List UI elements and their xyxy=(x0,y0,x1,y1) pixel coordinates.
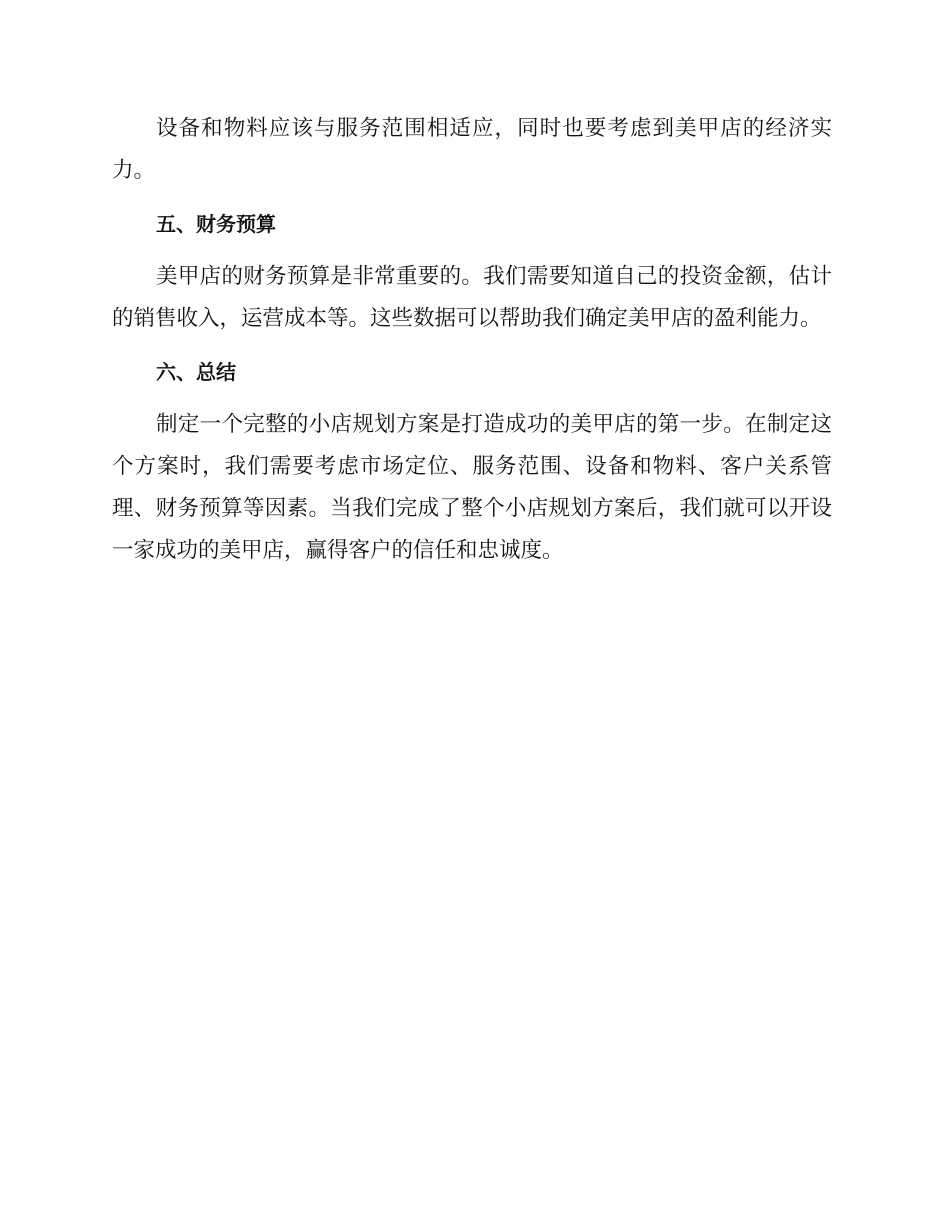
paragraph-budget: 美甲店的财务预算是非常重要的。我们需要知道自己的投资金额，估计的销售收入，运营成本等。这些数据可以帮助我们确定美甲店的盈利能力。 xyxy=(112,264,832,331)
paragraph-summary: 制定一个完整的小店规划方案是打造成功的美甲店的第一步。在制定这个方案时，我们需要考虑市场定位、服务范围、设备和物料、客户关系管理、财务预算等因素。当我们完成了整个小店规划方案后，我们就可以开设一家成功的美甲店，赢得客户的信任和忠诚度。 xyxy=(112,412,832,563)
paragraph-equipment: 设备和物料应该与服务范围相适应，同时也要考虑到美甲店的经济实力。 xyxy=(112,116,832,183)
section-heading-summary: 六、总结 xyxy=(156,360,236,384)
section-heading-budget: 五、财务预算 xyxy=(156,212,276,236)
document-page xyxy=(112,108,832,583)
